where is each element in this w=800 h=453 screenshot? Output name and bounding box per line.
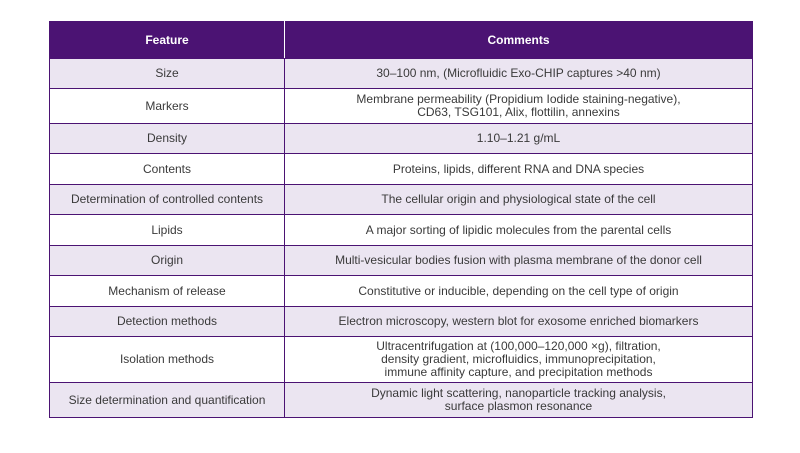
header-feature: Feature [50, 22, 285, 59]
table-row [50, 276, 753, 307]
comments-line: The cellular origin and physiological state of the cell [381, 192, 656, 206]
comments-line: 1.10–1.21 g/mL [476, 131, 561, 145]
comments-cell [285, 276, 753, 307]
comments-line: Electron microscopy, western blot for exosome enriched biomarkers [338, 314, 699, 328]
feature-cell: Detection methods [50, 307, 285, 337]
comments-line: CD63, TSG101, Alix, flottilin, annexins [417, 105, 620, 119]
feature-cell: Isolation methods [50, 337, 285, 383]
comments-line: Membrane permeability (Propidium Iodide staining-negative), [356, 92, 681, 106]
comments-cell [285, 185, 753, 215]
table-row [50, 185, 753, 215]
comments-line: Dynamic light scattering, nanoparticle tracking analysis, [371, 386, 666, 400]
table-header-row [50, 22, 753, 59]
comments-cell [285, 59, 753, 89]
feature-cell: Mechanism of release [50, 276, 285, 307]
comments-line: Constitutive or inducible, depending on the cell type of origin [358, 283, 679, 298]
comments-line: density gradient, microfluidics, immunoprecipitation, [381, 352, 656, 366]
table-row [50, 215, 753, 246]
comments-cell [285, 307, 753, 337]
feature-cell: Markers [50, 89, 285, 124]
comments-cell [285, 246, 753, 276]
table-row [50, 337, 753, 383]
feature-cell: Origin [50, 246, 285, 276]
comments-line: Multi-vesicular bodies fusion with plasma membrane of the donor cell [335, 253, 702, 267]
feature-cell: Contents [50, 154, 285, 185]
comments-line: A major sorting of lipidic molecules from the parental cells [365, 222, 672, 237]
comments-cell [285, 215, 753, 246]
table-row [50, 246, 753, 276]
comments-line: Ultracentrifugation at (100,000–120,000 ×g), filtration, [376, 339, 661, 353]
feature-comments-table-container [49, 21, 752, 418]
comments-line: surface plasmon resonance [444, 399, 593, 413]
comments-line: 30–100 nm, (Microfluidic Exo-CHIP captures >40 nm) [376, 66, 661, 80]
comments-cell [285, 154, 753, 185]
table-row [50, 59, 753, 89]
comments-line: immune affinity capture, and precipitation methods [384, 365, 653, 379]
comments-cell [285, 337, 753, 383]
comments-line: Proteins, lipids, different RNA and DNA species [392, 161, 645, 176]
feature-cell: Size determination and quantification [50, 383, 285, 418]
feature-cell: Determination of controlled contents [50, 185, 285, 215]
header-comments: Comments [285, 22, 753, 59]
comments-cell [285, 89, 753, 124]
table-row [50, 89, 753, 124]
feature-cell: Lipids [50, 215, 285, 246]
feature-comments-table [49, 21, 753, 418]
table-row [50, 307, 753, 337]
comments-cell [285, 383, 753, 418]
table-row [50, 383, 753, 418]
feature-cell: Density [50, 124, 285, 154]
table-row [50, 154, 753, 185]
feature-cell: Size [50, 59, 285, 89]
table-row [50, 124, 753, 154]
comments-cell [285, 124, 753, 154]
